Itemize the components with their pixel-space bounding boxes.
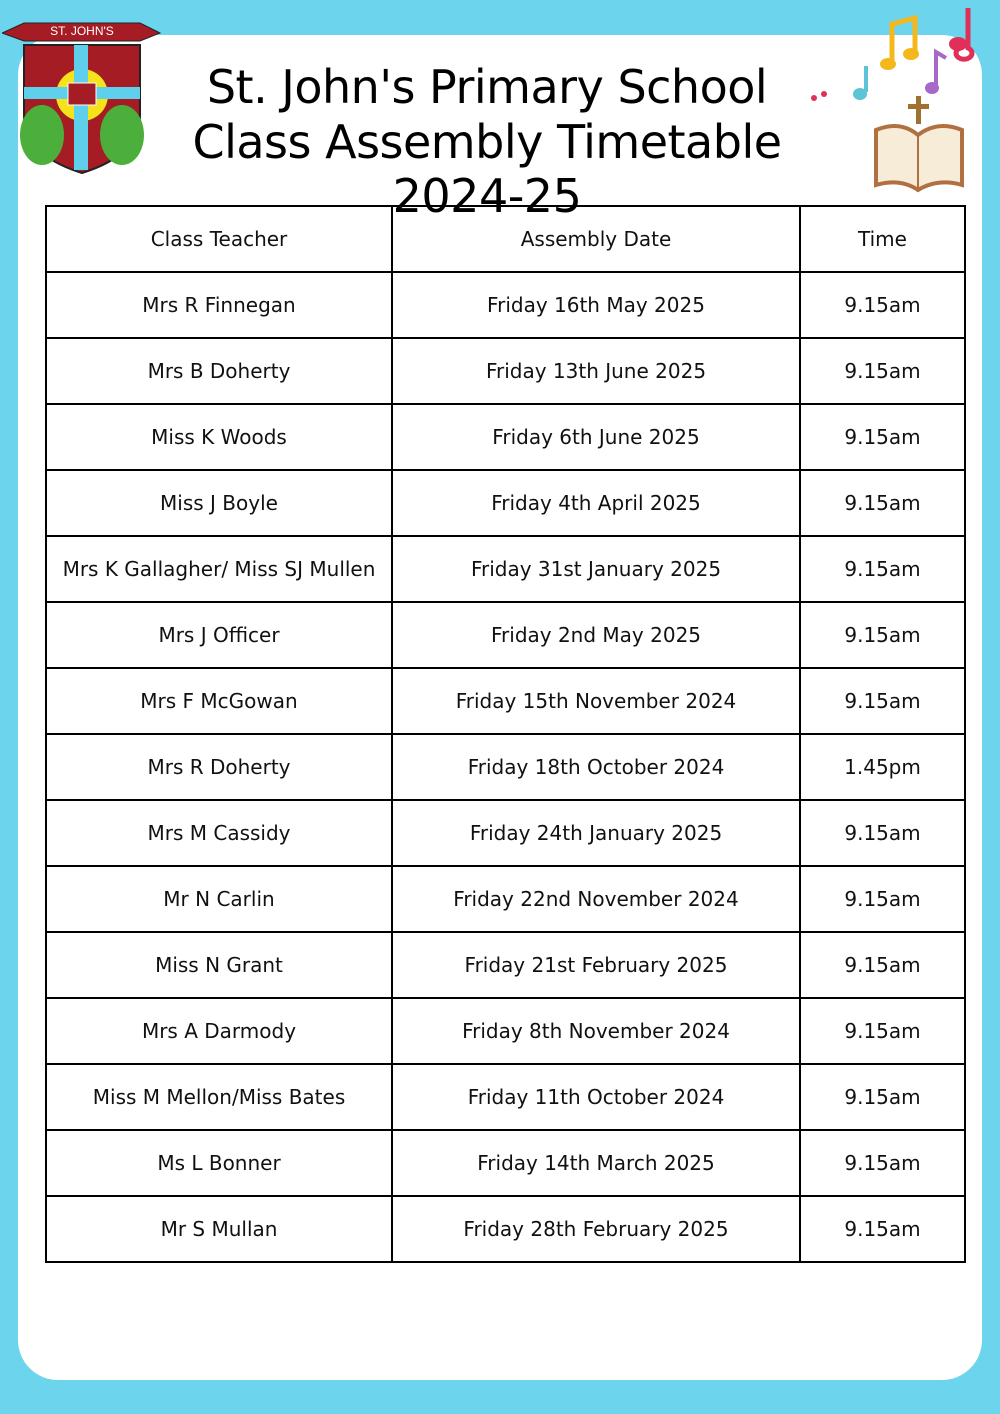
time-cell: 9.15am bbox=[800, 866, 965, 932]
table-row bbox=[46, 536, 965, 602]
table-row bbox=[46, 734, 965, 800]
teacher-cell: Mrs F McGowan bbox=[46, 668, 392, 734]
time-cell: 9.15am bbox=[800, 338, 965, 404]
time-cell: 9.15am bbox=[800, 800, 965, 866]
teacher-cell: Mrs M Cassidy bbox=[46, 800, 392, 866]
time-cell: 9.15am bbox=[800, 932, 965, 998]
time-cell: 9.15am bbox=[800, 1130, 965, 1196]
date-cell: Friday 21st February 2025 bbox=[392, 932, 800, 998]
table-row bbox=[46, 998, 965, 1064]
date-cell: Friday 31st January 2025 bbox=[392, 536, 800, 602]
time-cell: 9.15am bbox=[800, 1196, 965, 1262]
date-cell: Friday 11th October 2024 bbox=[392, 1064, 800, 1130]
teacher-cell: Mr S Mullan bbox=[46, 1196, 392, 1262]
table-row bbox=[46, 668, 965, 734]
time-cell: 9.15am bbox=[800, 602, 965, 668]
teacher-cell: Miss K Woods bbox=[46, 404, 392, 470]
teacher-cell: Ms L Bonner bbox=[46, 1130, 392, 1196]
table-row bbox=[46, 866, 965, 932]
date-cell: Friday 18th October 2024 bbox=[392, 734, 800, 800]
table-row bbox=[46, 1064, 965, 1130]
assembly-timetable bbox=[45, 205, 966, 1263]
time-cell: 9.15am bbox=[800, 470, 965, 536]
teacher-cell: Mrs J Officer bbox=[46, 602, 392, 668]
teacher-cell: Mrs B Doherty bbox=[46, 338, 392, 404]
date-cell: Friday 13th June 2025 bbox=[392, 338, 800, 404]
date-cell: Friday 22nd November 2024 bbox=[392, 866, 800, 932]
column-header-class-teacher: Class Teacher bbox=[46, 206, 392, 272]
table-row bbox=[46, 470, 965, 536]
column-header-time: Time bbox=[800, 206, 965, 272]
time-cell: 1.45pm bbox=[800, 734, 965, 800]
date-cell: Friday 28th February 2025 bbox=[392, 1196, 800, 1262]
table-row bbox=[46, 800, 965, 866]
teacher-cell: Miss N Grant bbox=[46, 932, 392, 998]
teacher-cell: Mr N Carlin bbox=[46, 866, 392, 932]
time-cell: 9.15am bbox=[800, 404, 965, 470]
date-cell: Friday 8th November 2024 bbox=[392, 998, 800, 1064]
table-row bbox=[46, 932, 965, 998]
date-cell: Friday 2nd May 2025 bbox=[392, 602, 800, 668]
date-cell: Friday 4th April 2025 bbox=[392, 470, 800, 536]
date-cell: Friday 24th January 2025 bbox=[392, 800, 800, 866]
time-cell: 9.15am bbox=[800, 1064, 965, 1130]
table-row bbox=[46, 404, 965, 470]
table-row bbox=[46, 272, 965, 338]
table-row bbox=[46, 1130, 965, 1196]
teacher-cell: Miss J Boyle bbox=[46, 470, 392, 536]
logo-text: ST. JOHN'S bbox=[50, 24, 114, 38]
teacher-cell: Miss M Mellon/Miss Bates bbox=[46, 1064, 392, 1130]
teacher-cell: Mrs K Gallagher/ Miss SJ Mullen bbox=[46, 536, 392, 602]
time-cell: 9.15am bbox=[800, 668, 965, 734]
time-cell: 9.15am bbox=[800, 998, 965, 1064]
teacher-cell: Mrs A Darmody bbox=[46, 998, 392, 1064]
timetable-title: Class Assembly Timetable 2024-25 bbox=[192, 115, 782, 223]
school-name-title: St. John's Primary School bbox=[206, 60, 768, 114]
column-header-assembly-date: Assembly Date bbox=[392, 206, 800, 272]
teacher-cell: Mrs R Finnegan bbox=[46, 272, 392, 338]
date-cell: Friday 14th March 2025 bbox=[392, 1130, 800, 1196]
table-header-row bbox=[46, 206, 965, 272]
time-cell: 9.15am bbox=[800, 272, 965, 338]
teacher-cell: Mrs R Doherty bbox=[46, 734, 392, 800]
table-row bbox=[46, 602, 965, 668]
date-cell: Friday 6th June 2025 bbox=[392, 404, 800, 470]
time-cell: 9.15am bbox=[800, 536, 965, 602]
school-crest-logo bbox=[2, 5, 162, 175]
date-cell: Friday 16th May 2025 bbox=[392, 272, 800, 338]
date-cell: Friday 15th November 2024 bbox=[392, 668, 800, 734]
table-row bbox=[46, 1196, 965, 1262]
table-row bbox=[46, 338, 965, 404]
